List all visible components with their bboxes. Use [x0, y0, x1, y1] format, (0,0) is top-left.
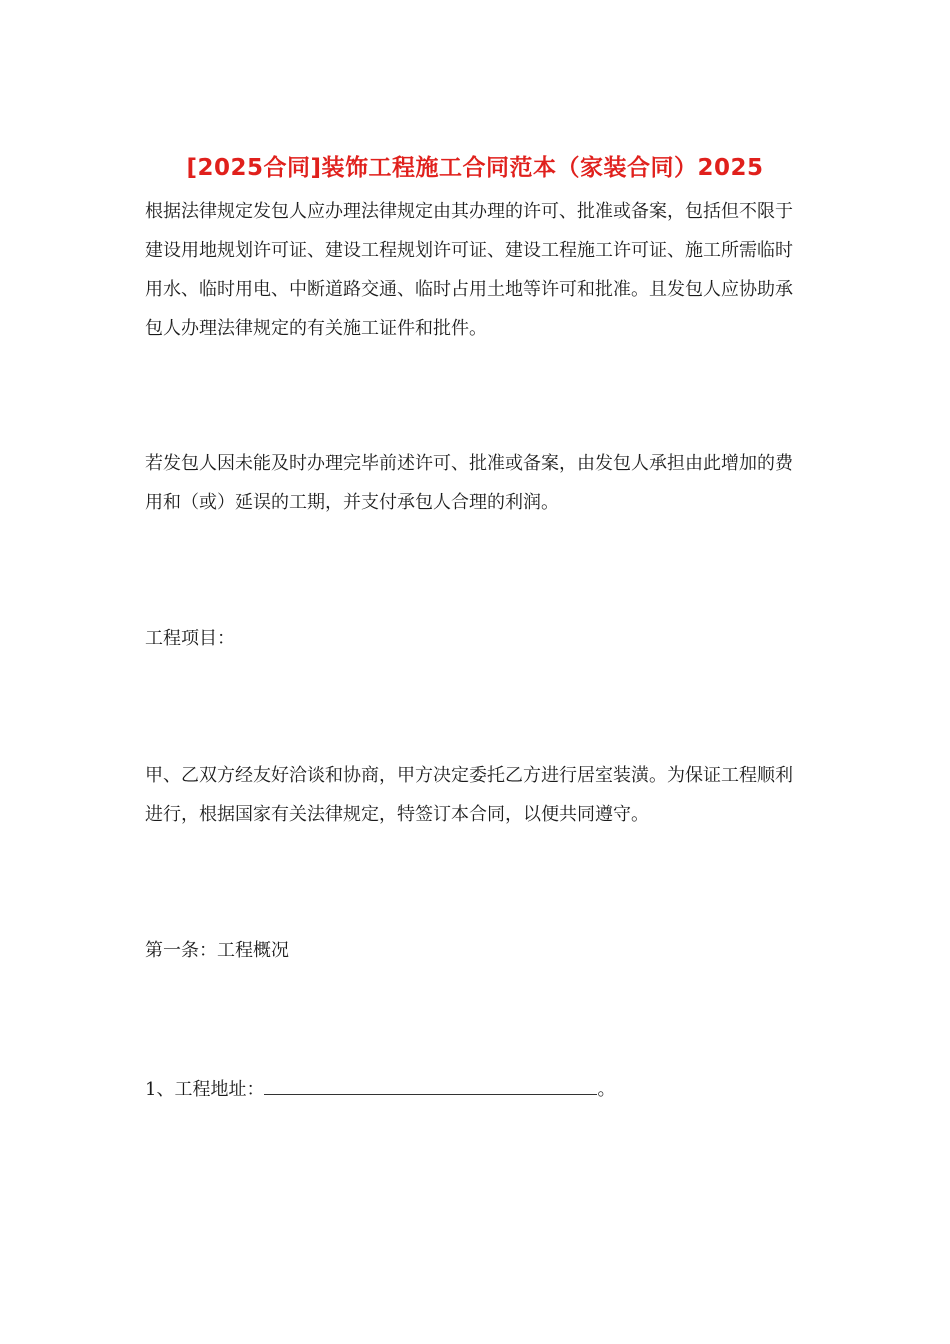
paragraph-agreement: 甲、乙双方经友好洽谈和协商，甲方决定委托乙方进行居室装潢。为保证工程顺利进行，根据国家有关法律规定，特签订本合同，以便共同遵守。: [145, 765, 793, 825]
paragraph-delay-liability: 若发包人因未能及时办理完毕前述许可、批准或备案，由发包人承担由此增加的费用和（或）延误的工期，并支付承包人合理的利润。: [145, 453, 793, 513]
address-line: [145, 1070, 805, 1109]
address-label: 1、工程地址：: [145, 1079, 265, 1100]
paragraph-permits: 根据法律规定发包人应办理法律规定由其办理的许可、批准或备案，包括但不限于建设用地规划许可证、建设工程规划许可证、建设工程施工许可证、施工所需临时用水、临时用电、中断道路交通、临时占用土地等许可和批准。且发包人应协助承包人办理法律规定的有关施工证件和批件。: [145, 201, 793, 339]
section-heading-overview: 第一条：工程概况: [145, 940, 289, 961]
address-line-end: 。: [597, 1079, 616, 1100]
document-title: [2025合同]装饰工程施工合同范本（家装合同）2025: [186, 155, 764, 181]
paragraph-project-label: 工程项目：: [145, 628, 235, 649]
address-blank-field[interactable]: [264, 1072, 597, 1095]
